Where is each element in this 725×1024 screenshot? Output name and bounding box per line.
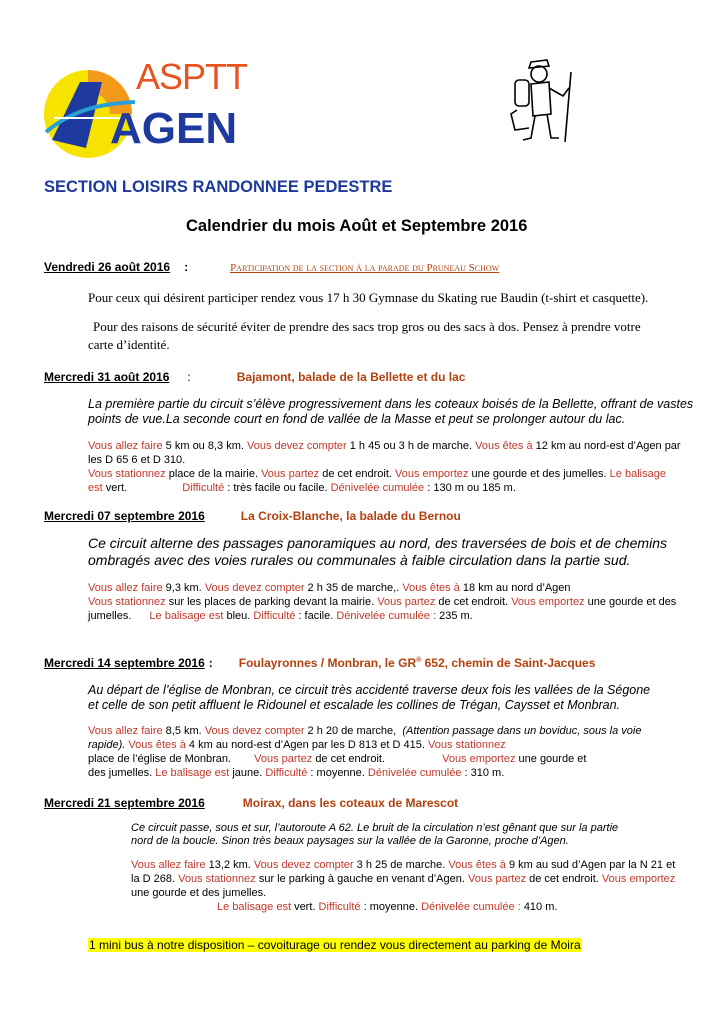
label: Vous partez bbox=[261, 468, 320, 480]
difficulty: : moyenne. bbox=[310, 767, 365, 779]
event-header bbox=[44, 368, 465, 386]
label: Vous allez faire bbox=[88, 582, 163, 594]
event-date: Mercredi 07 septembre 2016 bbox=[44, 509, 205, 523]
label: Vous êtes à bbox=[402, 582, 460, 594]
event-title: Bajamont, balade de la Bellette et du lac bbox=[236, 370, 466, 384]
event-title: Participation de la section à la parade du Pruneau Schow bbox=[230, 262, 500, 274]
parking: place de l’église de Monbran. bbox=[88, 753, 232, 765]
event-separator: : bbox=[184, 260, 189, 274]
label: Vous partez bbox=[377, 596, 436, 608]
parking: sur le parking à gauche en venant d’Agen. bbox=[258, 873, 465, 885]
label: Vous devez compter bbox=[204, 725, 305, 737]
equipment: des jumelles. bbox=[88, 767, 153, 779]
distance: 9,3 km. bbox=[165, 582, 202, 594]
parking: sur les places de parking devant la mairie. bbox=[168, 596, 375, 608]
event-header bbox=[44, 258, 499, 276]
label: Le balisage est bbox=[217, 901, 291, 913]
label: Vous devez compter bbox=[204, 582, 305, 594]
event-details: Vous allez faire 13,2 km. Vous devez compter 3 h 25 de marche. Vous êtes à 9 km au sud d’Agen par la N 21 et la D 268. Vous stationnez sur le parking à gauche en venant d’Agen. Vous partez de cet endroit. Vous emportez une gourde et des jumelles. Le balisage est vert. Difficulté : moyenne. Dénivelée cumulée : 410 m. bbox=[131, 859, 676, 913]
location: 12 km au nord-est d’Agen par bbox=[535, 440, 681, 452]
label: Dénivelée cumulée bbox=[367, 767, 462, 779]
location: les D 65 6 et D 310. bbox=[88, 454, 186, 466]
event-paragraph: Pour des raisons de sécurité éviter de prendre des sacs trop gros ou des sacs à dos. Pensez à prendre votre bbox=[93, 319, 641, 334]
label: Le balisage bbox=[609, 468, 666, 480]
event-header bbox=[44, 507, 461, 525]
calendar-title: Calendrier du mois Août et Septembre 2016 bbox=[186, 217, 528, 235]
event-separator: : bbox=[208, 656, 213, 670]
label: Vous emportez bbox=[442, 753, 516, 765]
duration: 2 h 35 de marche,. bbox=[307, 582, 400, 594]
label: Vous allez faire bbox=[88, 440, 163, 452]
event-header bbox=[44, 794, 458, 812]
parking: place de la mairie. bbox=[168, 468, 259, 480]
label: Vous êtes à bbox=[448, 859, 506, 871]
description-line: La première partie du circuit s’élève progressivement dans les coteaux boisés de la Bellette, offrant de vastes bbox=[88, 397, 694, 411]
location: la D 268. bbox=[131, 873, 176, 885]
note: (Attention passage dans un boviduc, sous la voie bbox=[402, 725, 642, 737]
distance: 8,5 km. bbox=[165, 725, 202, 737]
footer-note: 1 mini bus à notre disposition – covoiturage ou rendez vous directement au parking de Moira bbox=[89, 938, 581, 952]
event-description bbox=[88, 397, 693, 427]
event-date: Mercredi 14 septembre 2016 bbox=[44, 656, 205, 670]
elevation: 410 m. bbox=[523, 901, 558, 913]
note: rapide). bbox=[88, 739, 126, 751]
elevation: : 130 m ou 185 m. bbox=[427, 482, 516, 494]
equipment: une gourde et des jumelles. bbox=[471, 468, 607, 480]
marking: vert. bbox=[105, 482, 128, 494]
description-line: points de vue.La seconde court en fond de vallée de la Masse et peut se prolonger autour du lac. bbox=[88, 412, 626, 426]
event-description bbox=[131, 822, 618, 848]
event-separator: : bbox=[187, 370, 191, 384]
event-title: Foulayronnes / Monbran, le GR® 652, chemin de Saint-Jacques bbox=[238, 656, 596, 670]
label: Le balisage est bbox=[149, 610, 224, 622]
event-title: La Croix-Blanche, la balade du Bernou bbox=[240, 509, 461, 523]
label: Vous emportez bbox=[511, 596, 585, 608]
event-description bbox=[88, 535, 667, 569]
event-date: Mercredi 31 août 2016 bbox=[44, 370, 170, 384]
duration: 3 h 25 de marche. bbox=[356, 859, 446, 871]
label: est bbox=[88, 482, 103, 494]
label: Vous stationnez bbox=[88, 468, 166, 480]
label: Vous partez bbox=[254, 753, 313, 765]
asptt-logo bbox=[40, 56, 250, 162]
event-paragraph: carte d’identité. bbox=[88, 337, 170, 352]
label: Vous devez compter bbox=[247, 440, 347, 452]
departure: de cet endroit. bbox=[529, 873, 599, 885]
location: 4 km au nord-est d’Agen par les D 813 et D 415. bbox=[188, 739, 425, 751]
distance: 5 km ou 8,3 km. bbox=[165, 440, 244, 452]
event-date: Vendredi 26 août 2016 bbox=[44, 260, 171, 274]
distance: 13,2 km. bbox=[208, 859, 251, 871]
location: 9 km au sud d’Agen par la N 21 et bbox=[508, 859, 676, 871]
label: Dénivelée cumulée bbox=[336, 610, 430, 622]
label: Le balisage est bbox=[155, 767, 230, 779]
label: Vous êtes à bbox=[128, 739, 186, 751]
equipment: une gourde et des jumelles. bbox=[131, 887, 267, 899]
departure: de cet endroit. bbox=[315, 753, 386, 765]
difficulty: : facile. bbox=[298, 610, 334, 622]
label: Vous partez bbox=[467, 873, 527, 885]
description-line: Ce circuit alterne des passages panoramiques au nord, des traversées de bois et de chemins bbox=[88, 535, 667, 551]
equipment: jumelles. bbox=[88, 610, 132, 622]
description-line: et celle de son petit affluent le Ridounel et escalade les collines de Trégan, Caysset et Monbran. bbox=[88, 698, 621, 712]
label: Difficulté bbox=[253, 610, 296, 622]
label: Vous allez faire bbox=[131, 859, 206, 871]
label: Difficulté bbox=[265, 767, 308, 779]
event-description bbox=[88, 683, 650, 713]
marking: jaune. bbox=[232, 767, 263, 779]
elevation: : 310 m. bbox=[464, 767, 505, 779]
event-details: Vous allez faire 9,3 km. Vous devez compter 2 h 35 de marche,. Vous êtes à 18 km au nord d’Agen Vous stationnez sur les places de parking devant la mairie. Vous partez de cet endroit. Vous emportez une gourde et des jumelles. Le balisage est bleu. Difficulté : facile. Dénivelée cumulée : 235 m. bbox=[88, 582, 677, 622]
event-header bbox=[44, 654, 595, 672]
description-line: nord de la boucle. Sinon très beaux paysages sur la vallée de la Garonne, proche d’Agen. bbox=[131, 835, 569, 847]
logo-brand-top: ASPTT bbox=[136, 56, 248, 97]
label: Vous stationnez bbox=[178, 873, 256, 885]
label: Difficulté bbox=[182, 482, 225, 494]
label: Vous devez compter bbox=[253, 859, 354, 871]
difficulty: : très facile ou facile. bbox=[227, 482, 328, 494]
event-details bbox=[88, 439, 681, 495]
label: Vous stationnez bbox=[88, 596, 166, 608]
section-title: SECTION LOISIRS RANDONNEE PEDESTRE bbox=[44, 178, 393, 196]
hiker-illustration bbox=[505, 58, 585, 143]
event-paragraph: Pour ceux qui désirent participer rendez vous 17 h 30 Gymnase du Skating rue Baudin (t-shirt et casquette). bbox=[88, 290, 649, 305]
description-line: ombragés avec des voies rurales ou communales à faible circulation dans la partie sud. bbox=[88, 552, 631, 568]
description-line: Ce circuit passe, sous et sur, l’autoroute A 62. Le bruit de la circulation n’est gênant que sur la partie bbox=[131, 822, 619, 834]
label: Vous stationnez bbox=[428, 739, 506, 751]
label: Dénivelée cumulée bbox=[421, 901, 515, 913]
equipment: une gourde et bbox=[518, 753, 587, 765]
label: Vous allez faire bbox=[88, 725, 163, 737]
equipment: une gourde et des bbox=[587, 596, 677, 608]
label: Vous emportez bbox=[395, 468, 469, 480]
label: Vous emportez bbox=[601, 873, 676, 885]
duration: 1 h 45 ou 3 h de marche. bbox=[349, 440, 473, 452]
difficulty: : moyenne. bbox=[363, 901, 418, 913]
departure: de cet endroit. bbox=[438, 596, 509, 608]
label: Difficulté bbox=[318, 901, 361, 913]
logo-brand-bottom: AGEN bbox=[110, 104, 238, 153]
marking: vert. bbox=[294, 901, 316, 913]
marking: bleu. bbox=[226, 610, 251, 622]
event-details bbox=[88, 724, 641, 780]
event-date: Mercredi 21 septembre 2016 bbox=[44, 796, 205, 810]
elevation: 235 m. bbox=[439, 610, 473, 622]
duration: 2 h 20 de marche, bbox=[307, 725, 397, 737]
departure: de cet endroit. bbox=[322, 468, 392, 480]
location: 18 km au nord d’Agen bbox=[462, 582, 571, 594]
event-title: Moirax, dans les coteaux de Marescot bbox=[242, 796, 459, 810]
label: Dénivelée cumulée bbox=[330, 482, 425, 494]
description-line: Au départ de l’église de Monbran, ce circuit très accidenté traverse deux fois les vallées de la Ségone bbox=[88, 683, 651, 697]
hiker-icon bbox=[505, 58, 585, 143]
label: Vous êtes à bbox=[475, 440, 533, 452]
